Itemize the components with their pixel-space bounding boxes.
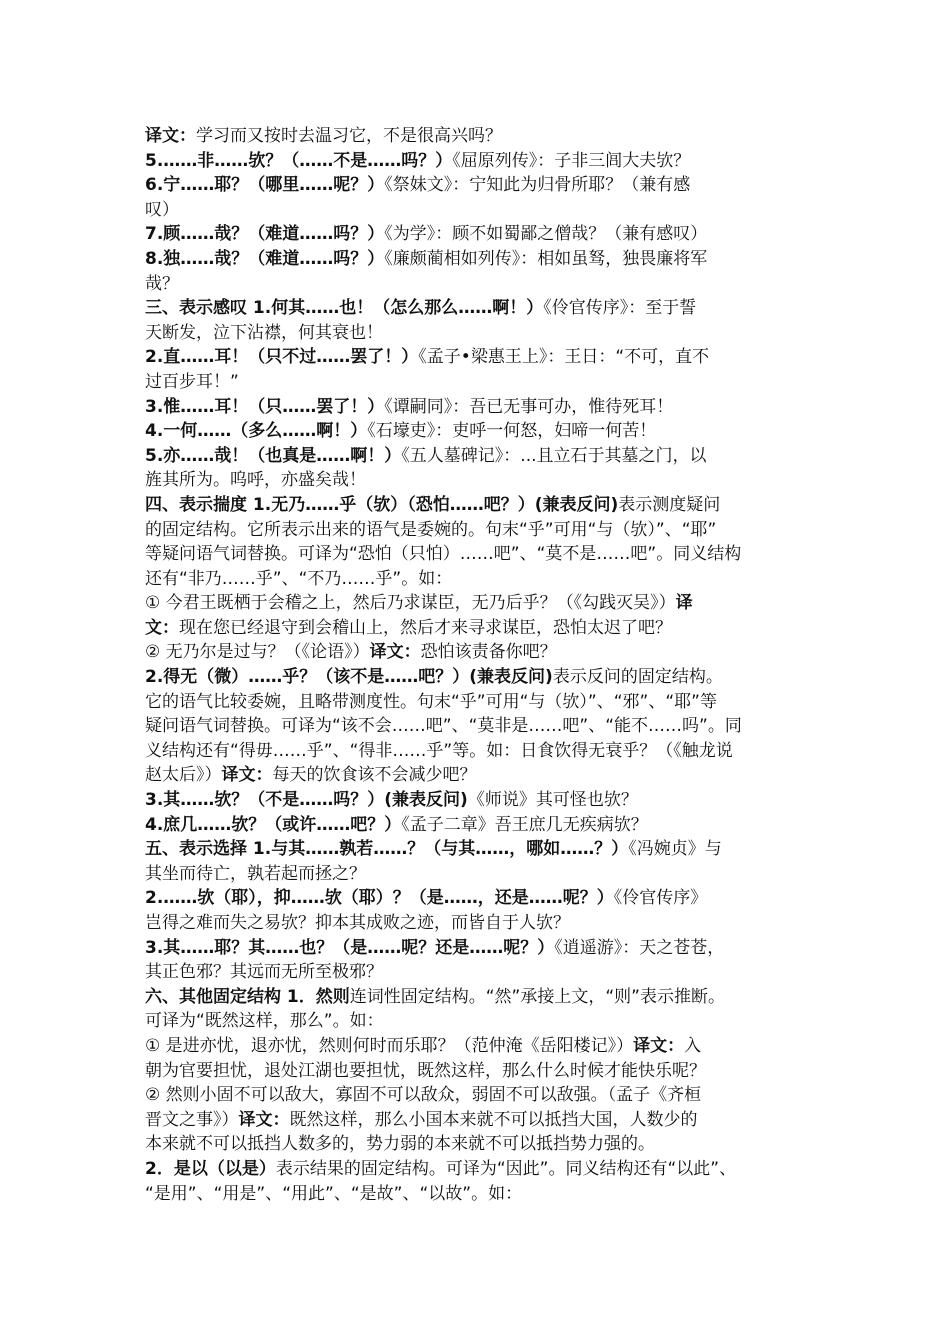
bold-text-segment: 3.惟……耳！（只……罢了！） <box>145 396 385 417</box>
text-segment: 《孟子•梁惠王上》：王日：“不可，直不 <box>418 347 710 368</box>
text-segment: 表示测度疑问 <box>618 494 721 515</box>
text-line <box>145 444 813 469</box>
text-line <box>145 395 813 420</box>
text-line <box>145 370 813 395</box>
text-segment: 《伶官传序》 <box>613 888 708 909</box>
document-body <box>145 124 813 1206</box>
bold-text-segment: 3.其……欤？（不是……吗？）(兼表反问) <box>145 790 468 811</box>
text-line <box>145 690 813 715</box>
text-line <box>145 616 813 641</box>
text-segment: 既然这样，那么小国本来就不可以抵挡大国，人数少的 <box>289 1109 698 1130</box>
bold-text-segment: 译文： <box>238 1109 290 1130</box>
text-segment: 《伶官传序》：至于誓 <box>543 298 697 319</box>
text-line <box>145 1182 813 1207</box>
text-line <box>145 788 813 813</box>
bold-text-segment: 译文： <box>221 765 273 786</box>
text-line <box>145 985 813 1010</box>
text-line <box>145 591 813 616</box>
text-segment: 连词性固定结构。“然”承接上文，“则”表示推断。 <box>349 986 725 1007</box>
text-line <box>145 149 813 174</box>
text-segment: ② 无乃尔是过与？（《论语》） <box>145 642 370 663</box>
text-line <box>145 739 813 764</box>
text-segment: 入 <box>684 1035 702 1056</box>
text-segment: 天断发，泣下沾襟，何其衰也！ <box>145 322 383 343</box>
text-segment: 等疑问语气词替换。可译为“恐怕（只怕）……吧”、“莫不是……吧”。同义结构 <box>145 544 742 565</box>
text-line <box>145 640 813 665</box>
text-line <box>145 1132 813 1157</box>
text-segment: 过百步耳！” <box>145 371 239 392</box>
bold-text-segment: 译文： <box>145 126 196 146</box>
text-segment: 的固定结构。它所表示出来的语气是委婉的。句末“乎”可用“与（欤）”、“耶” <box>145 519 717 540</box>
bold-text-segment: 六、其他固定结构 1．然则 <box>145 986 350 1007</box>
text-segment: 疑问语气词替换。可译为“该不会……吧”、“莫非是……吧”、“能不……吗”。同 <box>145 716 742 737</box>
text-line <box>145 936 813 961</box>
text-segment: 《逍遥游》：天之苍苍， <box>554 937 725 958</box>
text-segment: 《孟子二章》吾王庶几无疾病欤？ <box>401 814 648 835</box>
text-line <box>145 1108 813 1133</box>
text-line <box>145 1009 813 1034</box>
text-segment: 旌其所为。呜呼，亦盛矣哉！ <box>145 470 366 491</box>
text-line <box>145 272 813 297</box>
text-segment: 其坐而待亡，孰若起而拯之？ <box>145 863 366 884</box>
text-line <box>145 763 813 788</box>
bold-text-segment: 4.一何……（多么……啊！） <box>145 421 368 442</box>
text-segment: 表示结果的固定结构。可译为“因此”。同义结构还有“以此”、 <box>275 1158 737 1179</box>
text-segment: 《师说》其可怪也欤？ <box>467 790 638 811</box>
bold-text-segment: 2.……欤（耶），抑……欤（耶）？（是……，还是……呢？） <box>145 888 614 909</box>
bold-text-segment: 2．是以（以是） <box>145 1158 276 1179</box>
bold-text-segment: 译文： <box>369 642 421 663</box>
text-segment: ① 是进亦忧，退亦忧，然则何时而乐耶？（范仲淹《岳阳楼记》） <box>145 1035 634 1056</box>
text-segment: 《冯婉贞》与 <box>628 839 722 860</box>
text-line <box>145 960 813 985</box>
text-segment: 哉？ <box>145 273 179 294</box>
text-segment: 现在您已经退守到会稽山上，然后才来寻求谋臣，恐怕太迟了吧？ <box>179 617 672 638</box>
text-line <box>145 419 813 444</box>
bold-text-segment: 三、表示感叹 1.何其……也！（怎么那么……啊！） <box>145 298 544 319</box>
bold-text-segment: 5.亦……哉！（也真是……啊！） <box>145 445 402 466</box>
text-segment: 本来就不可以抵挡人数多的，势力弱的本来就不可以抵挡势力强的。 <box>145 1134 655 1155</box>
text-segment: 《为学》：顾不如蜀鄙之僧哉？（兼有感叹） <box>384 224 708 245</box>
text-line <box>145 1059 813 1084</box>
bold-text-segment: 4.庶几……欤？（或许……吧？） <box>145 814 402 835</box>
text-segment: 朝为官要担忧，退处江湖也要担忧，既然这样，那么什么时候才能快乐呢？ <box>145 1060 706 1081</box>
text-line <box>145 124 813 149</box>
text-line <box>145 518 813 543</box>
text-line <box>145 1034 813 1059</box>
text-segment: 《五人墓碑记》：...且立石于其墓之门，以 <box>401 445 707 466</box>
text-segment: 赵太后》） <box>145 765 222 786</box>
text-line <box>145 813 813 838</box>
text-segment: ② 然则小固不可以敌大，寡固不可以敌众，弱固不可以敌强。（孟子《齐桓 <box>145 1085 702 1106</box>
text-line <box>145 198 813 223</box>
text-line <box>145 1157 813 1182</box>
text-line <box>145 911 813 936</box>
text-segment: 义结构还有“得毋……乎”、“得非……乎”等。如：日食饮得无衰乎？（《触龙说 <box>145 740 733 761</box>
text-line <box>145 345 813 370</box>
text-segment: 《廉颇蔺相如列传》：相如虽驽，独畏廉将军 <box>384 248 708 269</box>
text-line <box>145 1083 813 1108</box>
text-segment: 学习而又按时去温习它，不是很高兴吗？ <box>196 126 502 146</box>
text-line <box>145 665 813 690</box>
bold-text-segment: 6.宁……耶？（哪里……呢？） <box>145 175 385 196</box>
text-segment: 《屈原列传》：子非三闾大夫欤？ <box>452 150 691 171</box>
text-line <box>145 542 813 567</box>
text-segment: 每天的饮食该不会减少吧？ <box>272 765 477 786</box>
text-line <box>145 468 813 493</box>
text-segment: 表示反问的固定结构。 <box>552 667 723 688</box>
text-line <box>145 567 813 592</box>
text-line <box>145 886 813 911</box>
text-segment: 晋文之事》） <box>145 1109 239 1130</box>
bold-text-segment: 文： <box>145 617 179 638</box>
bold-text-segment: 2.得无（微）……乎？（该不是……吧？）(兼表反问) <box>145 667 553 688</box>
text-line <box>145 321 813 346</box>
text-segment: 叹） <box>145 199 179 220</box>
bold-text-segment: 译文： <box>633 1035 685 1056</box>
text-line <box>145 247 813 272</box>
bold-text-segment: 7.顾……哉？（难道……吗？） <box>145 224 385 245</box>
bold-text-segment: 3.其……耶？其……也？（是……呢？还是……呢？） <box>145 937 555 958</box>
bold-text-segment: 五、表示选择 1.与其……孰若……？（与其……，哪如……？） <box>145 839 629 860</box>
text-segment: 岂得之难而失之易欤？抑本其成败之迹，而皆自于人欤？ <box>145 913 570 933</box>
text-segment: 它的语气比较委婉，且略带测度性。句末“乎”可用“与（欤）”、“邪”、“耶”等 <box>145 691 717 712</box>
text-line <box>145 173 813 198</box>
bold-text-segment: 四、表示揣度 1.无乃……乎（欤）（恐怕……吧？）(兼表反问) <box>145 494 619 515</box>
text-segment: “是用”、“用是”、“用此”、“是故”、“以故”。如： <box>145 1183 523 1204</box>
text-line <box>145 714 813 739</box>
text-line <box>145 837 813 862</box>
text-segment: ① 今君王既栖于会稽之上，然后乃求谋臣，无乃后乎？（《勾践灭吴》） <box>145 593 676 614</box>
text-segment: 其正色邪？其远而无所至极邪？ <box>145 962 383 983</box>
text-line <box>145 493 813 518</box>
text-segment: 《谭嗣同》：吾已无事可办，惟待死耳！ <box>384 396 674 417</box>
text-line <box>145 862 813 887</box>
text-segment: 《祭妹文》：宁知此为归骨所耶？（兼有感 <box>384 175 691 196</box>
bold-text-segment: 译 <box>675 593 693 614</box>
text-segment: 还有“非乃……乎”、“不乃……乎”。如： <box>145 568 453 589</box>
text-segment: 可译为“既然这样，那么”。如： <box>145 1011 384 1032</box>
text-line <box>145 222 813 247</box>
text-segment: 恐怕该责备你吧？ <box>420 642 557 663</box>
bold-text-segment: 5.……非……欤？（……不是……吗？） <box>145 150 453 171</box>
bold-text-segment: 8.独……哉？（难道……吗？） <box>145 248 385 269</box>
text-line <box>145 296 813 321</box>
text-segment: 《石壕吏》：吏呼一何怒，妇啼一何苦！ <box>367 421 657 442</box>
bold-text-segment: 2.直……耳！（只不过……罢了！） <box>145 347 419 368</box>
